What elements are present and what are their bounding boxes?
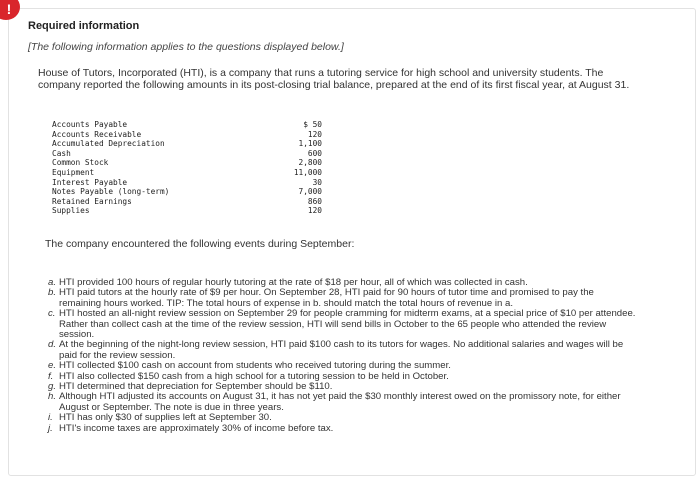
account-name: Accounts Payable	[52, 120, 128, 129]
account-amount: 120	[307, 129, 322, 139]
event-letter: e.	[48, 360, 57, 372]
account-amount: 860	[307, 196, 322, 206]
trial-balance-row	[52, 178, 322, 188]
trial-balance-table	[52, 120, 322, 216]
trial-balance-row	[52, 149, 322, 159]
event-letter: d.	[48, 339, 57, 351]
event-letter: f.	[48, 370, 54, 382]
account-name: Retained Earnings	[52, 196, 132, 206]
info-note: [The following information applies to the questions displayed below.]	[28, 41, 344, 53]
event-text: At the beginning of the night-long review session, HTI paid $100 cash to its tutors for wages. No additional salaries and wages will be paid for the review session.	[59, 339, 624, 361]
event-text: HTI has only $30 of supplies left at September 30.	[59, 412, 272, 424]
alert-icon: !	[0, 0, 20, 20]
events-list	[48, 278, 638, 434]
event-letter: i.	[48, 412, 53, 424]
account-name: Equipment	[52, 167, 95, 177]
trial-balance-row	[52, 139, 322, 149]
account-name: Accounts Receivable	[52, 129, 142, 139]
event-item	[48, 392, 638, 413]
event-text: Although HTI adjusted its accounts on August 31, it has not yet paid the $30 monthly interest owed on the promissory note, for either August or September. The note is due in three years.	[59, 391, 621, 413]
event-text: HTI hosted an all-night review session on September 29 for people cramming for midterm exams, at a special price of $10 per attendee. Rather than collect cash at the time of the review session, HTI will send bills in October to the 65 people who attended the review session.	[59, 308, 636, 341]
trial-balance-row	[52, 206, 322, 216]
event-text: HTI collected $100 cash on account from students who received tutoring during the summer.	[59, 360, 451, 372]
trial-balance-row	[52, 158, 322, 168]
trial-balance-row	[52, 120, 322, 130]
event-text: HTI determined that depreciation for September should be $110.	[59, 381, 333, 393]
event-letter: j.	[48, 422, 53, 434]
event-letter: c.	[48, 308, 56, 320]
event-letter: h.	[48, 391, 57, 403]
intro-paragraph: House of Tutors, Incorporated (HTI), is a company that runs a tutoring service for high school and university students. The company reported the following amounts in its post-closing trial balance, prepared at the end of its first fiscal year, at August 31.	[38, 67, 630, 91]
trial-balance-row	[52, 130, 322, 140]
event-item	[48, 309, 638, 340]
trial-balance-row	[52, 197, 322, 207]
event-text: HTI's income taxes are approximately 30% of income before tax.	[59, 422, 334, 434]
event-item	[48, 340, 638, 361]
event-text: HTI paid tutors at the hourly rate of $9 per hour. On September 28, HTI paid for 90 hours of tutor time and promised to pay the remaining hours worked. TIP: The total hours of expense in b. should match the total hours of revenue in a.	[59, 287, 594, 309]
event-letter: g.	[48, 381, 57, 393]
event-text: HTI also collected $150 cash from a high school for a tutoring session to be held in October.	[59, 370, 449, 382]
account-name: Cash	[52, 148, 71, 158]
account-amount: 2,800	[298, 158, 322, 168]
account-amount: 120	[307, 206, 322, 216]
account-amount: $ 50	[303, 120, 322, 129]
account-amount: 7,000	[298, 187, 322, 197]
account-name: Common Stock	[52, 158, 109, 168]
account-amount: 30	[312, 177, 322, 187]
account-name: Accumulated Depreciation	[52, 139, 165, 149]
account-name: Notes Payable (long-term)	[52, 187, 170, 197]
trial-balance-row	[52, 168, 322, 178]
event-item	[48, 424, 638, 434]
events-intro: The company encountered the following events during September:	[45, 238, 355, 250]
account-name: Supplies	[52, 206, 90, 216]
account-amount: 600	[307, 148, 322, 158]
account-amount: 11,000	[293, 167, 322, 177]
event-text: HTI provided 100 hours of regular hourly tutoring at the rate of $18 per hour, all of which was collected in cash.	[59, 277, 528, 288]
section-heading: Required information	[28, 20, 140, 32]
account-name: Interest Payable	[52, 177, 128, 187]
trial-balance-row	[52, 187, 322, 197]
account-amount: 1,100	[298, 139, 322, 149]
event-letter: a.	[48, 277, 57, 288]
event-letter: b.	[48, 287, 57, 299]
event-item	[48, 288, 638, 309]
